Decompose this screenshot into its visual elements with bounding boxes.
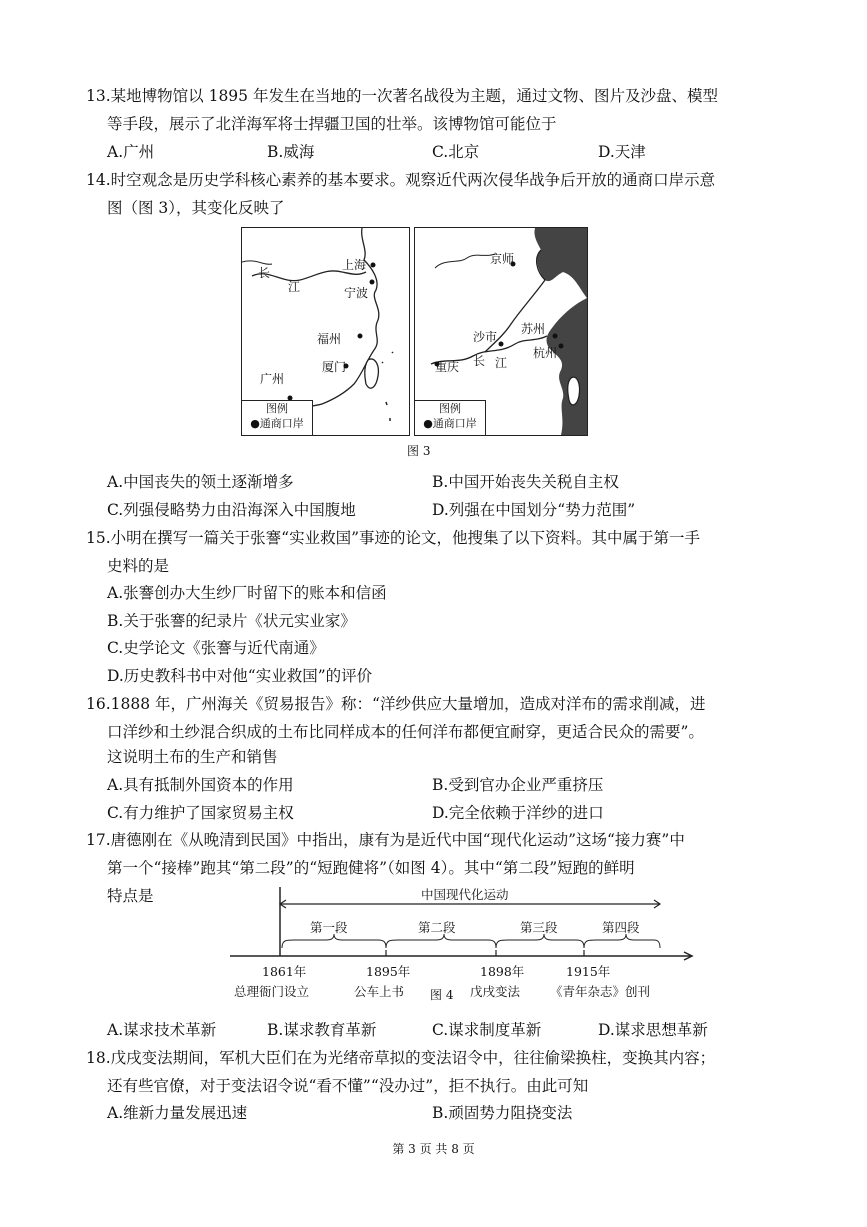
map-right-label-jiang: 江 — [495, 356, 508, 370]
timeline-year-1898: 1898年 — [480, 964, 525, 979]
timeline-year-1861: 1861年 — [262, 964, 307, 979]
figure-4-caption: 图 4 — [430, 988, 454, 1002]
q17-option-a: A.谋求技术革新 — [107, 1021, 217, 1039]
timeline-segment-3: 第三段 — [520, 920, 558, 935]
timeline-year-1895: 1895年 — [366, 964, 411, 979]
q14-stem-line1: 14.时空观念是历史学科核心素养的基本要求。观察近代两次侵华战争后开放的通商口岸示意 — [86, 171, 716, 189]
timeline-event-2: 公车上书 — [354, 984, 405, 999]
timeline-event-1: 总理衙门设立 — [234, 984, 310, 999]
q18-option-a: A.维新力量发展迅速 — [107, 1104, 248, 1122]
q13-option-a: A.广州 — [107, 143, 155, 161]
map-right-label-suzhou: 苏州 — [521, 322, 546, 336]
q16-option-a: A.具有抵制外国资本的作用 — [107, 776, 294, 794]
map-right-label-shashi: 沙市 — [473, 330, 498, 344]
map-right-label-chang: 长 — [473, 354, 486, 368]
map-left-label-shanghai: 上海 — [342, 258, 367, 272]
q17-option-b: B.谋求教育革新 — [267, 1021, 377, 1039]
timeline-title: 中国现代化运动 — [418, 885, 512, 903]
timeline-segment-2: 第二段 — [418, 920, 456, 935]
map-right-label-jingshi: 京师 — [490, 252, 515, 266]
q15-option-b: B.关于张謇的纪录片《状元实业家》 — [107, 612, 356, 630]
map-left-label-jiang: 江 — [288, 280, 301, 294]
map-left-label-guangzhou: 广州 — [260, 372, 285, 386]
q16-stem-line1: 16.1888 年，广州海关《贸易报告》称：“洋纱供应大量增加，造成对洋布的需求削减，进 — [86, 695, 706, 713]
timeline-event-3: 戊戌变法 — [470, 984, 521, 999]
q17-stem-line3: 特点是 — [107, 887, 154, 905]
map-left-legend — [242, 400, 313, 435]
map-left-label-chang: 长 — [258, 266, 271, 280]
map-before — [241, 227, 410, 436]
q13-option-d: D.天津 — [598, 143, 646, 161]
q14-stem-line2: 图（图 3），其变化反映了 — [107, 199, 285, 217]
q17-option-c: C.谋求制度革新 — [432, 1021, 542, 1039]
q16-option-d: D.完全依赖于洋纱的进口 — [432, 804, 604, 822]
q16-option-b: B.受到官办企业严重挤压 — [432, 776, 604, 794]
q16-stem-line2: 口洋纱和土纱混合织成的土布比同样成本的任何洋布都便宜耐穿，更适合民众的需要”。 — [107, 723, 704, 741]
timeline-year-1915: 1915年 — [566, 964, 611, 979]
q17-option-d: D.谋求思想革新 — [598, 1021, 708, 1039]
map-right-label-chongqing: 重庆 — [435, 360, 460, 374]
legend-item: ●通商口岸 — [423, 417, 477, 430]
q17-stem-line1: 17.唐德刚在《从晚清到民国》中指出，康有为是近代中国“现代化运动”这场“接力赛”中 — [86, 831, 685, 849]
legend-item: ●通商口岸 — [250, 417, 304, 430]
map-left-label-ningbo: 宁波 — [344, 286, 369, 300]
q18-stem-line2: 还有些官僚，对于变法诏令说“看不懂”“没办过”，拒不执行。由此可知 — [107, 1077, 589, 1095]
figure-4-timeline — [230, 880, 700, 1005]
legend-title: 图例 — [266, 402, 288, 415]
map-left-label-xiamen: 厦门 — [322, 360, 347, 374]
map-after — [414, 227, 588, 436]
q17-stem-line2: 第一个“接棒”跑其“第二段”的“短跑健将”（如图 4）。其中“第二段”短跑的鲜明 — [107, 859, 635, 877]
q15-option-d: D.历史教科书中对他“实业救国”的评价 — [107, 667, 373, 685]
map-right-legend — [415, 400, 486, 435]
q15-option-c: C.史学论文《张謇与近代南通》 — [107, 639, 325, 657]
legend-title: 图例 — [439, 402, 461, 415]
q13-stem-line1: 13.某地博物馆以 1895 年发生在当地的一次著名战役为主题，通过文物、图片及沙盘、模型 — [86, 87, 718, 105]
q13-stem-line2: 等手段，展示了北洋海军将士捍疆卫国的壮举。该博物馆可能位于 — [107, 115, 557, 133]
q18-stem-line1: 18.戊戌变法期间，军机大臣们在为光绪帝草拟的变法诏令中，往往偷梁换柱，变换其内容； — [86, 1049, 716, 1067]
map-left-label-fuzhou: 福州 — [317, 332, 342, 346]
q15-stem-line2: 史料的是 — [107, 557, 170, 575]
q14-option-b: B.中国开始丧失关税自主权 — [432, 473, 619, 491]
q15-stem-line1: 15.小明在撰写一篇关于张謇“实业救国”事迹的论文，他搜集了以下资料。其中属于第一手 — [86, 529, 701, 547]
q15-option-a: A.张謇创办大生纱厂时留下的账本和信函 — [107, 584, 387, 602]
q16-stem-line3: 这说明土布的生产和销售 — [107, 748, 278, 766]
q16-option-c: C.有力维护了国家贸易主权 — [107, 804, 294, 822]
figure-3-caption: 图 3 — [407, 444, 431, 458]
q13-option-c: C.北京 — [432, 143, 480, 161]
page-footer: 第 3 页 共 8 页 — [392, 1142, 475, 1156]
map-right-label-hangzhou: 杭州 — [533, 346, 558, 360]
timeline-segment-4: 第四段 — [602, 920, 640, 935]
timeline-event-4: 《青年杂志》创刊 — [550, 984, 651, 999]
q13-option-b: B.威海 — [267, 143, 315, 161]
q18-option-b: B.顽固势力阻挠变法 — [432, 1104, 573, 1122]
q14-option-c: C.列强侵略势力由沿海深入中国腹地 — [107, 501, 356, 519]
timeline-segment-1: 第一段 — [310, 920, 348, 935]
q14-option-a: A.中国丧失的领土逐渐增多 — [107, 473, 294, 491]
q14-option-d: D.列强在中国划分“势力范围” — [432, 501, 636, 519]
